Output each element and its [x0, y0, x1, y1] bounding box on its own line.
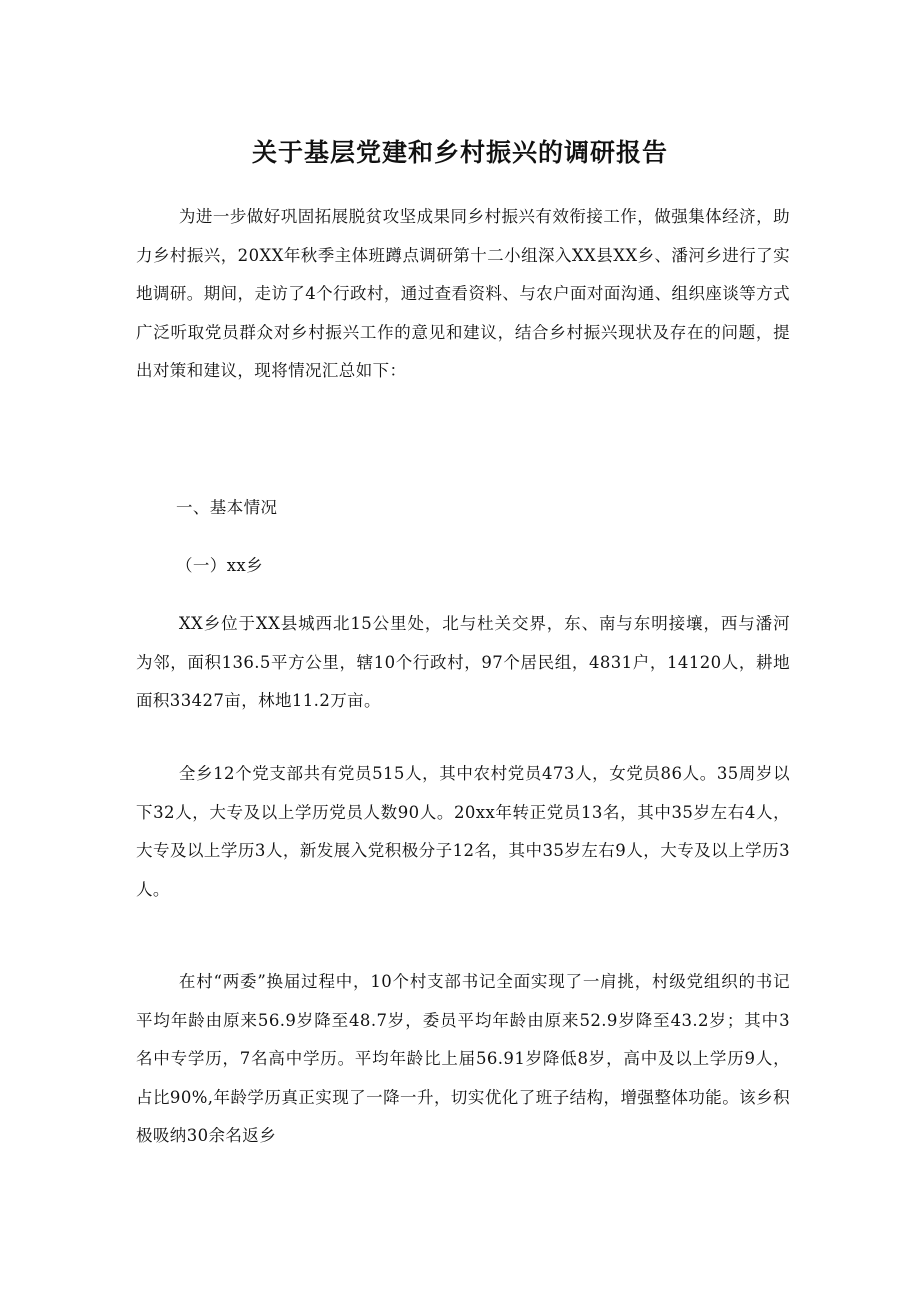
intro-paragraph: 为进一步做好巩固拓展脱贫攻坚成果同乡村振兴有效衔接工作，做强集体经济，助力乡村振兴，20XX年秋季主体班蹲点调研第十二小组深入XX县XX乡、潘河乡进行了实地调研。期间，走访了4个行政村，通过查看资料、与农户面对面沟通、组织座谈等方式广泛听取党员群众对乡村振兴工作的意见和建议，结合乡村振兴现状及存在的问题，提出对策和建议，现将情况汇总如下： [136, 207, 790, 380]
body-paragraph-1: XX乡位于XX县城西北15公里处，北与杜关交界，东、南与东明接壤，西与潘河为邻，面积136.5平方公里，辖10个行政村，97个居民组，4831户，14120人，耕地面积33427亩，林地11.2万亩。 [136, 614, 790, 710]
section-heading: 一、基本情况 [176, 498, 278, 517]
body-paragraph-3: 在村“两委”换届过程中，10个村支部书记全面实现了一肩挑，村级党组织的书记平均年龄由原来56.9岁降至48.7岁，委员平均年龄由原来52.9岁降至43.2岁；其中3名中专学历，7名高中学历。平均年龄比上届56.91岁降低8岁，高中及以上学历9人，占比90%,年龄学历真正实现了一降一升，切实优化了班子结构，增强整体功能。该乡积极吸纳30余名返乡 [136, 972, 790, 1145]
document-title: 关于基层党建和乡村振兴的调研报告 [251, 138, 668, 167]
body-paragraph-2: 全乡12个党支部共有党员515人，其中农村党员473人，女党员86人。35周岁以下32人，大专及以上学历党员人数90人。20xx年转正党员13名，其中35岁左右4人，大专及以上学历3人，新发展入党积极分子12名，其中35岁左右9人，大专及以上学历3人。 [136, 764, 790, 899]
subsection-heading: （一）xx乡 [176, 556, 264, 575]
